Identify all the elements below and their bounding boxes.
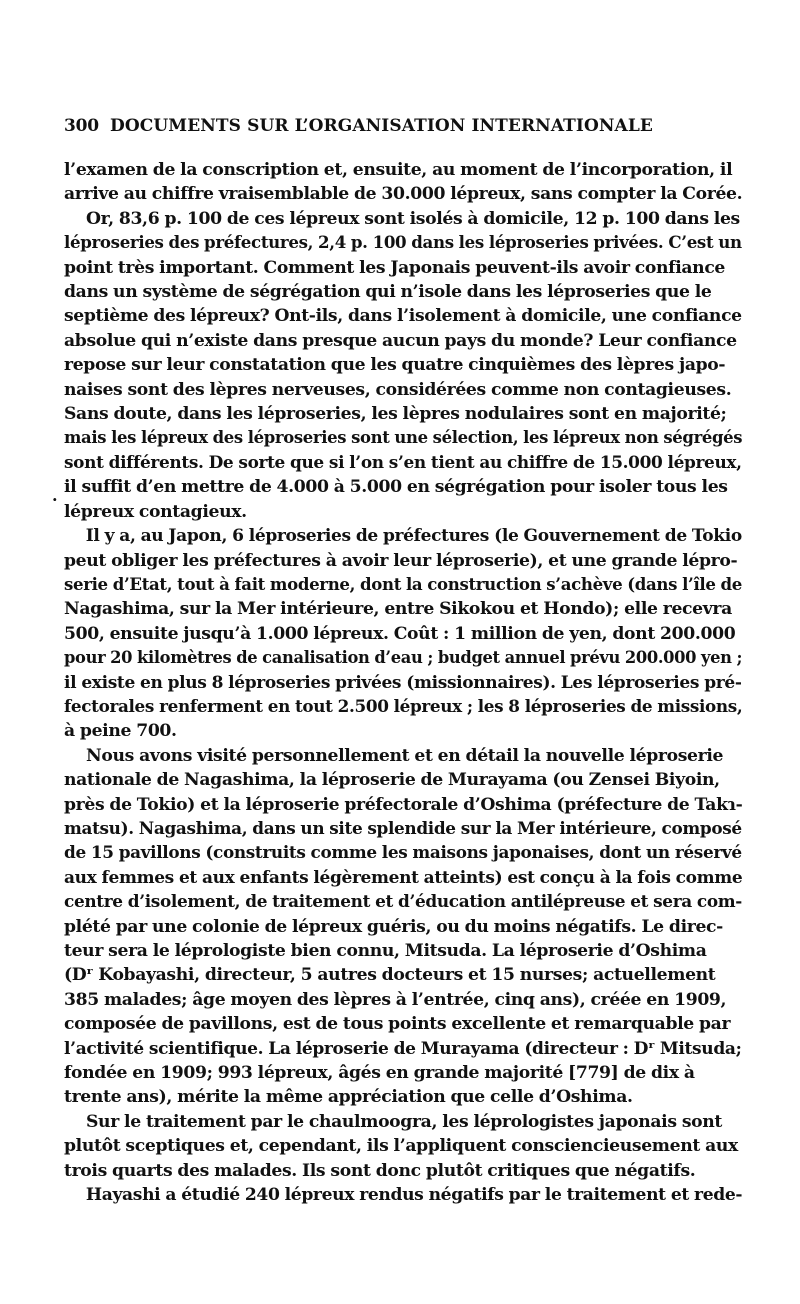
margin-mark: . (52, 486, 58, 505)
text-line: nationale de Nagashima, la léproserie de Murayama (ou Zensei Biyoin, (64, 770, 720, 791)
text-line: de 15 pavillons (construits comme les maisons japonaises, dont un réservé (64, 843, 742, 864)
text-line: pour 20 kilomètres de canalisation d’eau ; budget annuel prévu 200.000 yen ; (64, 648, 743, 669)
text-line: lépreux contagieux. (64, 501, 247, 522)
text-line: Nagashima, sur la Mer intérieure, entre Sikokou et Hondo); elle recevra (64, 599, 732, 620)
text-line: 500, ensuite jusqu’à 1.000 lépreux. Coût : 1 million de yen, dont 200.000 (64, 623, 736, 644)
text-line: 385 malades; âge moyen des lèpres à l’entrée, cinq ans), créée en 1909, (64, 989, 727, 1010)
body-text (64, 158, 742, 1207)
text-line: léproseries des préfectures, 2,4 p. 100 dans les léproseries privées. C’est un (64, 233, 742, 254)
text-line: peut obliger les préfectures à avoir leur léproserie), et une grande lépro- (64, 550, 738, 571)
paragraph-start-line: Or, 83,6 p. 100 de ces lépreux sont isolés à domicile, 12 p. 100 dans les (86, 208, 740, 229)
running-head-title: DOCUMENTS SUR L’ORGANISATION INTERNATIONALE (110, 116, 653, 136)
text-line: il suffit d’en mettre de 4.000 à 5.000 en ségrégation pour isoler tous les (64, 477, 728, 498)
text-line: arrive au chiffre vraisemblable de 30.000 lépreux, sans compter la Corée. (64, 184, 743, 205)
paragraph-start-line: Sur le traitement par le chaulmoogra, les léprologistes japonais sont (86, 1111, 722, 1132)
page-number: 300 (64, 116, 99, 136)
text-line: à peine 700. (64, 721, 177, 742)
text-line: dans un système de ségrégation qui n’isole dans les léproseries que le (64, 282, 712, 303)
text-line: composée de pavillons, est de tous points excellente et remarquable par (64, 1014, 731, 1035)
text-line: aux femmes et aux enfants légèrement atteints) est conçu à la fois comme (64, 867, 743, 888)
text-line: naises sont des lèpres nerveuses, considérées comme non contagieuses. (64, 379, 732, 400)
paragraph-start-line: Hayashi a étudié 240 lépreux rendus négatifs par le traitement et rede- (85, 1185, 743, 1206)
text-line: matsu). Nagashima, dans un site splendide sur la Mer intérieure, composé (64, 818, 742, 839)
text-line: point très important. Comment les Japonais peuvent-ils avoir confiance (64, 257, 726, 278)
text-line: trente ans), mérite la même appréciation que celle d’Oshima. (64, 1087, 633, 1108)
text-line: plutôt sceptiques et, cependant, ils l’appliquent consciencieusement aux (64, 1136, 738, 1157)
running-head (64, 116, 744, 146)
text-line: fondée en 1909; 993 lépreux, âgés en grande majorité [779] de dix à (64, 1063, 695, 1084)
text-line: trois quarts des malades. Ils sont donc plutôt critiques que négatifs. (64, 1160, 696, 1181)
text-line: mais les lépreux des léproseries sont une sélection, les lépreux non ségrégés (64, 428, 743, 449)
text-line: (Dʳ Kobayashi, directeur, 5 autres docteurs et 15 nurses; actuellement (64, 965, 716, 986)
text-line: absolue qui n’existe dans presque aucun pays du monde? Leur confiance (64, 330, 737, 351)
paragraph-start-line: Il y a, au Japon, 6 léproseries de préfectures (le Gouvernement de Tokio (85, 526, 742, 547)
text-line: Sans doute, dans les léproseries, les lèpres nodulaires sont en majorité; (64, 404, 727, 425)
text-line: fectorales renferment en tout 2.500 lépreux ; les 8 léproseries de missions, (64, 696, 743, 717)
text-line: près de Tokio) et la léproserie préfectorale d’Oshima (préfecture de Takɿ- (64, 794, 743, 815)
text-line: l’activité scientifique. La léproserie de Murayama (directeur : Dʳ Mitsuda; (64, 1038, 742, 1059)
paragraph-start-line: Nous avons visité personnellement et en détail la nouvelle léproserie (86, 745, 724, 766)
text-line: serie d’Etat, tout à fait moderne, dont la construction s’achève (dans l’île de (64, 574, 743, 595)
text-line: centre d’isolement, de traitement et d’éducation antilépreuse et sera com- (64, 892, 742, 913)
text-line: repose sur leur constatation que les quatre cinquièmes des lèpres japo- (64, 355, 726, 376)
text-line: il existe en plus 8 léproseries privées (missionnaires). Les léproseries pré- (64, 672, 742, 693)
text-line: plété par une colonie de lépreux guéris, ou du moins négatifs. Le direc- (64, 916, 723, 937)
text-line: l’examen de la conscription et, ensuite, au moment de l’incorporation, il (64, 160, 733, 180)
text-line: teur sera le léprologiste bien connu, Mitsuda. La léproserie d’Oshima (64, 941, 707, 961)
text-line: sont différents. De sorte que si l’on s’en tient au chiffre de 15.000 lépreux, (64, 452, 742, 473)
text-line: septième des lépreux? Ont-ils, dans l’isolement à domicile, une confiance (64, 306, 742, 327)
